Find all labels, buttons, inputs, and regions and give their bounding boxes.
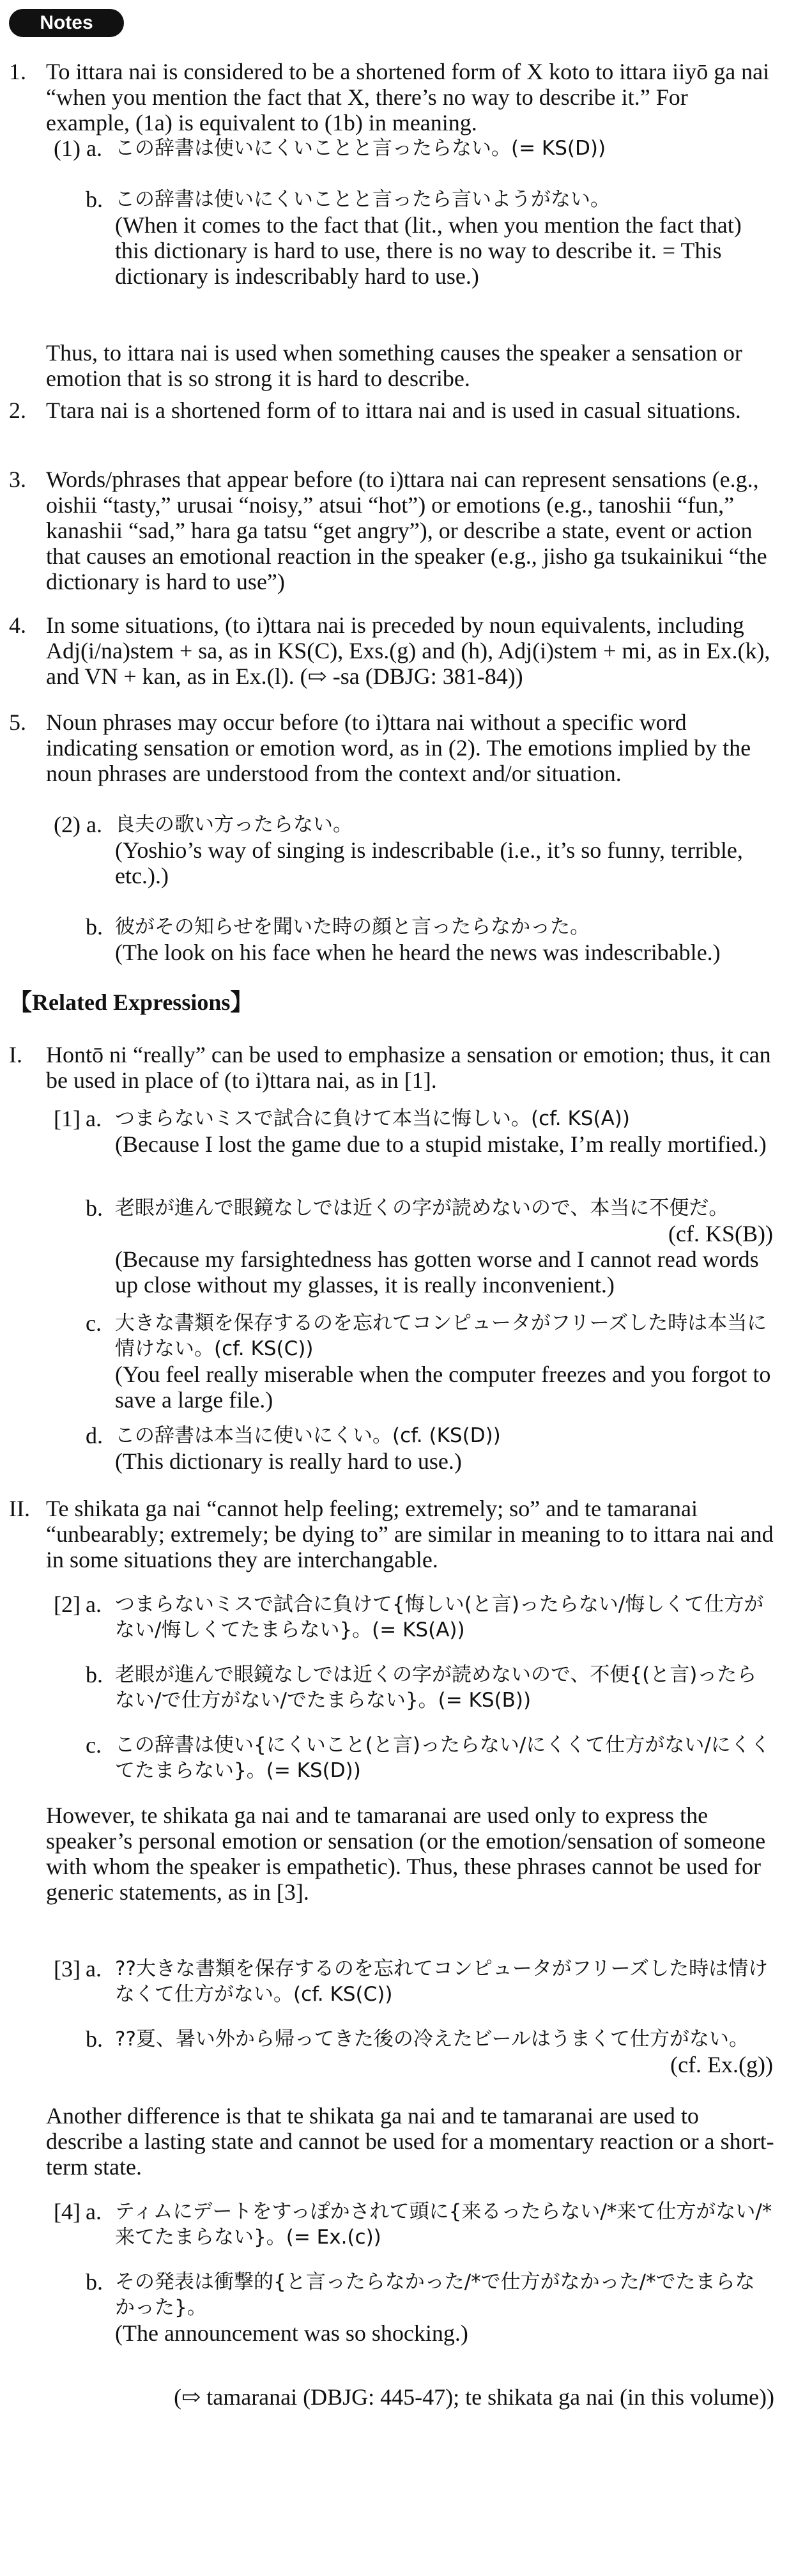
notes-label: Notes [40, 12, 93, 33]
example-label: [1] [54, 1106, 80, 1131]
example-r4b-en: (The announcement was so shocking.) [115, 2320, 468, 2346]
example-label: a. [86, 2199, 102, 2224]
example-label: b. [86, 914, 103, 940]
example-label: (2) a. [54, 812, 102, 837]
example-r1a-jp: つまらないミスで試合に負けて本当に悔しい。(cf. KS(A)) [115, 1107, 630, 1130]
example-r1c-en: (You feel really miserable when the computer freezes and you forgot to save a large file.) [115, 1362, 771, 1413]
example-r4a-jp: ティムにデートをすっぽかされて頭に{来るったらない/*来て仕方がない/*来てたまらない}。(= Ex.(c)) [115, 2200, 772, 2249]
example-r1b-en: (Because my farsightedness has gotten worse and I cannot read words up close without my glasses, it is really inconvenient.) [115, 1246, 759, 1298]
related-2-however: However, te shikata ga nai and te tamaranai are used only to express the speaker’s personal emotion or sensation (or the emotion/sensation of someone with whom the speaker is empathetic). Thus, these phrases cannot be used for generic statements, as in [3]. [46, 1803, 766, 1905]
example-label: a. [86, 1592, 102, 1617]
note-2-text: Ttara nai is a shortened form of to ittara nai and is used in casual situations. [46, 398, 741, 423]
example-label: c. [86, 1732, 102, 1758]
example-label: [3] [54, 1956, 80, 1982]
example-r2a-jp: つまらないミスで試合に負けて{悔しい(と言)ったらない/悔しくて仕方がない/悔しくてたまらない}。(= KS(A)) [115, 1593, 764, 1641]
notes-badge [9, 9, 124, 37]
example-label: a. [86, 1106, 102, 1131]
note-1-after: Thus, to ittara nai is used when something causes the speaker a sensation or emotion that is so strong it is hard to describe. [46, 340, 742, 391]
note-1-text: To ittara nai is considered to be a shortened form of X koto to ittara iiyō ga nai “when you mention the fact that X, there’s no way to describe it.” For example, (1a) is equivalent to (1b) in meaning. [46, 59, 770, 136]
example-r2c-jp: この辞書は使い{にくいこと(と言)ったらない/にくくて仕方がない/にくくてたまらない}。(= KS(D)) [115, 1734, 770, 1782]
note-number: 5. [9, 710, 26, 735]
example-label: b. [86, 1662, 103, 1688]
example-label: c. [86, 1310, 102, 1336]
related-1-text: Hontō ni “really” can be used to emphasize a sensation or emotion; thus, it can be used in place of (to i)ttara nai, as in [1]. [46, 1042, 771, 1093]
example-label: a. [86, 1956, 102, 1982]
example-2a-jp: 良夫の歌い方ったらない。 [115, 813, 353, 836]
example-r3a-jp: ??大きな書類を保存するのを忘れてコンピュータがフリーズした時は情けなくて仕方がない。(cf. KS(C)) [115, 1957, 769, 2006]
example-2b-en: (The look on his face when he heard the news was indescribable.) [115, 940, 721, 965]
example-1a-jp: この辞書は使いにくいことと言ったらない。(= KS(D)) [115, 137, 606, 160]
example-label: [4] [54, 2199, 80, 2224]
example-2a-en: (Yoshio’s way of singing is indescribable (i.e., it’s so funny, terrible, etc.).) [115, 837, 743, 888]
note-5-text: Noun phrases may occur before (to i)ttara nai without a specific word indicating sensation or emotion word, as in (2). The emotions implied by the noun phrases are understood from the context and/or situation. [46, 710, 751, 786]
example-label: b. [86, 187, 103, 212]
example-r3b-jp: ??夏、暑い外から帰ってきた後の冷えたビールはうまくて仕方がない。 [115, 2028, 749, 2051]
example-label: d. [86, 1423, 103, 1448]
example-label: b. [86, 2269, 103, 2295]
example-r1b-ref: (cf. KS(B)) [668, 1221, 773, 1246]
note-4-text: In some situations, (to i)ttara nai is preceded by noun equivalents, including Adj(i/na)stem + sa, as in KS(C), Exs.(g) and (h), Adj(i)stem + mi, as in Ex.(k), and VN + kan, as in Ex.(l). (⇨ -sa (DBJG: 381-84)) [46, 612, 770, 689]
example-r2b-jp: 老眼が進んで眼鏡なしでは近くの字が読めないので、不便{(と言)ったらない/で仕方がない/でたまらない}。(= KS(B)) [115, 1663, 757, 1712]
note-number: 3. [9, 467, 26, 492]
related-2-another: Another difference is that te shikata ga nai and te tamaranai are used to describe a lasting state and cannot be used for a momentary reaction or a short-term state. [46, 2103, 774, 2180]
example-label: (1) a. [54, 136, 102, 161]
example-1b-en: (When it comes to the fact that (lit., when you mention the fact that) this dictionary is hard to use, there is no way to describe it. = This dictionary is indescribably hard to use.) [115, 212, 742, 289]
example-label: b. [86, 2026, 103, 2052]
note-number: 4. [9, 612, 26, 638]
note-number: 2. [9, 398, 26, 423]
example-r1d-jp: この辞書は本当に使いにくい。(cf. (KS(D)) [115, 1424, 501, 1447]
example-r1a-en: (Because I lost the game due to a stupid mistake, I’m really mortified.) [115, 1131, 767, 1157]
related-expressions-heading: 【Related Expressions】 [9, 989, 254, 1015]
example-r3b-ref: (cf. Ex.(g)) [670, 2052, 773, 2077]
note-number: 1. [9, 59, 26, 84]
related-2-text: Te shikata ga nai “cannot help feeling; extremely; so” and te tamaranai “unbearably; extremely; be dying to” are similar in meaning to to ittara nai and in some situations they are interchangable. [46, 1496, 774, 1572]
example-r1c-jp: 大きな書類を保存するのを忘れてコンピュータがフリーズした時は本当に情けない。(cf. KS(C)) [115, 1312, 767, 1360]
example-r1d-en: (This dictionary is really hard to use.) [115, 1448, 462, 1474]
example-2b-jp: 彼がその知らせを聞いた時の顔と言ったらなかった。 [115, 915, 590, 938]
note-3-text: Words/phrases that appear before (to i)ttara nai can represent sensations (e.g., oishii “tasty,” urusai “noisy,” atsui “hot”) or emotions (e.g., tanoshii “fun,” kanashii “sad,” hara ga tatsu “get angry”), or describe a state, event or action that causes an emotional reaction in the speaker (e.g., jisho ga tsukainikui “the dictionary is hard to use”) [46, 467, 767, 594]
example-label: [2] [54, 1592, 80, 1617]
related-number: II. [9, 1496, 30, 1521]
example-label: b. [86, 1195, 103, 1221]
example-r4b-jp: その発表は衝撃的{と言ったらなかった/*で仕方がなかった/*でたまらなかった}。 [115, 2270, 755, 2319]
example-r1b-jp: 老眼が進んで眼鏡なしでは近くの字が読めないので、本当に不便だ。 [115, 1197, 729, 1220]
example-1b-jp: この辞書は使いにくいことと言ったら言いようがない。 [115, 188, 610, 211]
cross-reference: (⇨ tamaranai (DBJG: 445-47); te shikata ga nai (in this volume)) [174, 2384, 774, 2410]
related-number: I. [9, 1042, 22, 1067]
